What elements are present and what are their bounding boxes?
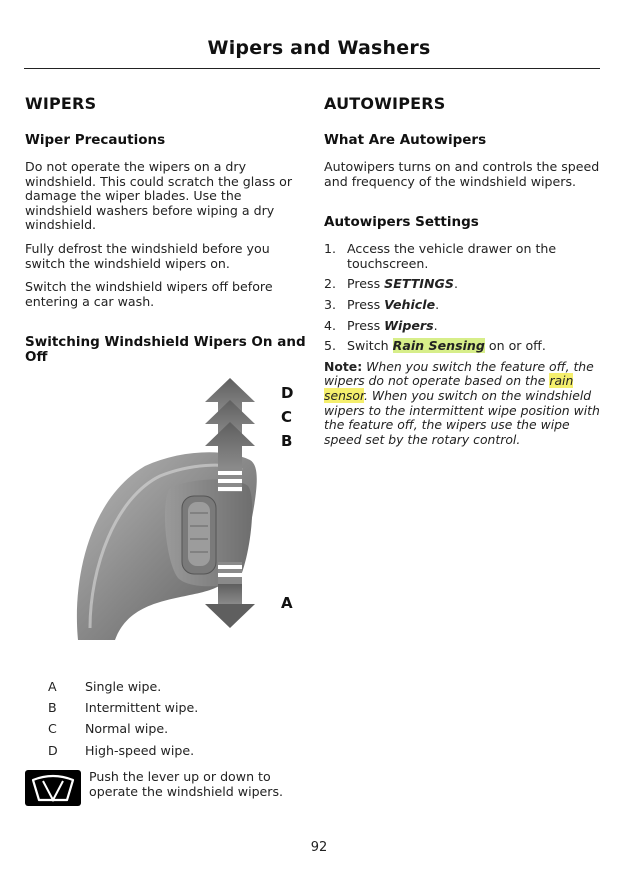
what-are-autowipers-title: What Are Autowipers [324, 132, 487, 148]
left-column [25, 94, 307, 377]
wiper-lever-drawing [60, 378, 310, 648]
note-text: . When you switch on the windshield wipers to the intermittent wipe position with the feature off, the wipers use the wipe speed set by the rotary control. [324, 387, 600, 447]
figure-label-a: A [281, 594, 293, 612]
precaution-paragraph: Do not operate the wipers on a dry windshield. This could scratch the glass or damage the wiper blades. Use the windshield washers before wiping a dry windshield. [25, 159, 293, 233]
step-text: Press [347, 296, 385, 312]
figure-label-c: C [281, 408, 293, 426]
legend-key: D [48, 742, 58, 758]
step-text: . [435, 296, 440, 312]
note-block [324, 360, 606, 448]
step-text: Press [347, 317, 385, 333]
figure-label-d: D [281, 384, 294, 402]
legend-value: Normal wipe. [85, 721, 169, 737]
wiper-precautions-title: Wiper Precautions [25, 132, 166, 148]
wiper-lever-illustration [60, 378, 310, 648]
step-number: 5. [324, 338, 337, 354]
step-item [324, 242, 606, 271]
note-label: Note: [324, 358, 363, 374]
settings-term: SETTINGS [384, 276, 454, 292]
step-text: . [433, 317, 438, 333]
rain-sensor-highlight: rain sensor [324, 373, 574, 403]
what-are-autowipers-text: Autowipers turns on and controls the speed and frequency of the windshield wipers. [324, 159, 600, 189]
right-column [324, 94, 606, 447]
legend-key: C [48, 721, 57, 737]
step-text: Switch [347, 338, 393, 354]
step-number: 1. [324, 241, 337, 257]
step-text: Access the vehicle drawer on the touchscreen. [347, 241, 557, 271]
page-title: Wipers and Washers [207, 37, 431, 59]
precaution-paragraph: Switch the windshield wipers off before entering a car wash. [25, 279, 273, 309]
title-divider [24, 68, 600, 69]
switching-wipers-title: Switching Windshield Wipers On and Off [25, 334, 306, 366]
step-item [324, 298, 606, 313]
step-number: 3. [324, 296, 337, 312]
settings-steps [324, 242, 606, 354]
page-number: 92 [310, 840, 328, 855]
step-item [324, 319, 606, 334]
note-text: When you switch the feature off, the wipers do not operate based on the [324, 358, 594, 389]
legend-value: High-speed wipe. [85, 742, 195, 758]
step-item [324, 339, 606, 354]
step-number: 2. [324, 276, 337, 292]
wipers-term: Wipers [384, 317, 434, 333]
autowipers-heading: AUTOWIPERS [324, 94, 446, 113]
figure-label-b: B [281, 432, 293, 450]
legend-key: B [48, 700, 57, 716]
vehicle-term: Vehicle [384, 296, 436, 312]
step-text: on or off. [484, 338, 546, 354]
step-number: 4. [324, 317, 337, 333]
legend-value: Single wipe. [85, 679, 162, 694]
rain-sensing-term: Rain Sensing [392, 338, 485, 354]
legend-value: Intermittent wipe. [85, 700, 199, 716]
legend-key: A [48, 679, 57, 694]
step-text: . [453, 276, 458, 292]
step-text: Press [347, 276, 385, 292]
step-item [324, 277, 606, 292]
wiper-icon-description: Push the lever up or down to operate the windshield wipers. [89, 769, 284, 799]
wipers-heading: WIPERS [25, 94, 97, 113]
precaution-paragraph: Fully defrost the windshield before you switch the windshield wipers on. [25, 240, 270, 271]
windshield-wiper-icon [25, 770, 81, 806]
autowipers-settings-title: Autowipers Settings [324, 214, 479, 231]
